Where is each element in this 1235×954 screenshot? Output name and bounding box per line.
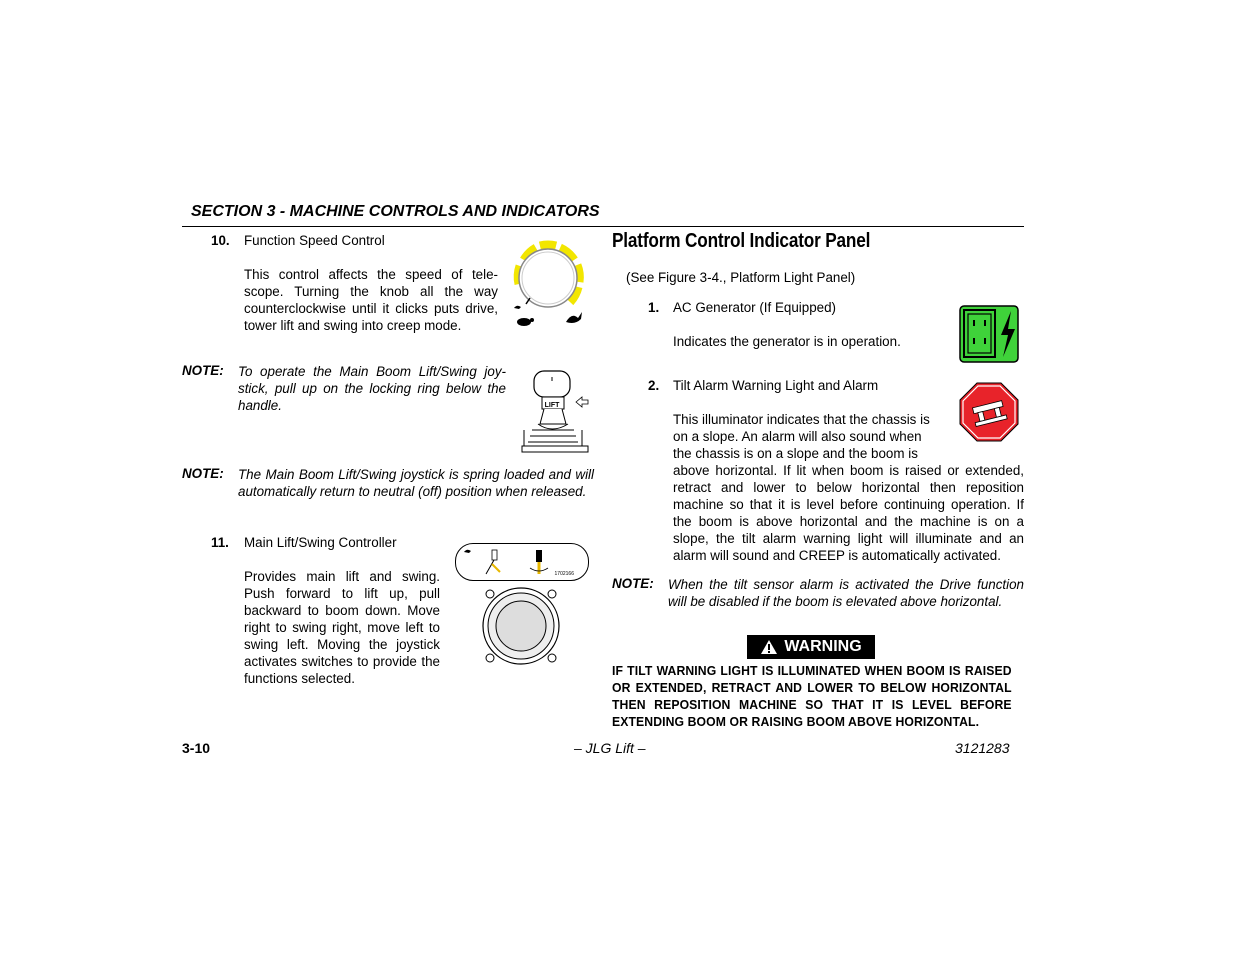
note-2-text: The Main Boom Lift/Swing joystick is spring loaded and will automatically return to neutral (off) position when released. xyxy=(238,467,594,499)
controller-decal-code: 1702166 xyxy=(554,571,574,577)
warning-triangle-icon xyxy=(760,639,778,655)
item-10-number: 10. xyxy=(211,233,230,248)
item-10-title: Function Speed Control xyxy=(244,233,385,248)
item-11-title: Main Lift/Swing Controller xyxy=(244,535,397,550)
footer-title: – JLG Lift – xyxy=(574,740,646,756)
item-2-body-line-3: the chassis is on a slope and the boom is xyxy=(673,446,918,461)
item-2-body-line-1: This illuminator indicates that the chassis is xyxy=(673,412,930,427)
section-title: SECTION 3 - MACHINE CONTROLS AND INDICATORS xyxy=(191,203,600,220)
joystick-handle-icon xyxy=(518,368,592,456)
header-rule xyxy=(182,226,1024,227)
note-1-label: NOTE: xyxy=(182,363,224,378)
item-2-title: Tilt Alarm Warning Light and Alarm xyxy=(673,378,879,393)
ac-generator-indicator-icon xyxy=(959,305,1019,363)
joystick-base-icon xyxy=(480,586,562,666)
item-2-number: 2. xyxy=(648,378,660,393)
item-2-body-rest: above horizontal. If lit when boom is raised or extended, retract and lower to below horizontal then reposition machine so that it is level before continuing operation. If the boom is above horizontal and the machine is on a slope, the tilt alarm warning light will illuminate and an alarm will sound and CREEP is automatically activated. xyxy=(673,463,1024,563)
document-number: 3121283 xyxy=(955,740,1010,756)
note-1-text: To operate the Main Boom Lift/Swing joy-stick, pull up on the locking ring below the handle. xyxy=(238,364,506,413)
item-1-title: AC Generator (If Equipped) xyxy=(673,300,837,315)
joystick-lift-label: LIFT xyxy=(544,402,560,409)
item-11-number: 11. xyxy=(211,535,229,550)
note-3-text: When the tilt sensor alarm is activated the Drive function will be disabled if the boom is elevated above horizontal. xyxy=(668,577,1024,609)
item-11-body: Provides main lift and swing. Push forward to lift up, pull backward to boom down. Move right to swing right, move left to swing left. Moving the joystick activates switches to provide the functions selected. xyxy=(244,569,440,686)
tilt-alarm-indicator-icon xyxy=(959,382,1019,442)
section-heading: Platform Control Indicator Panel xyxy=(612,230,871,252)
note-2-label: NOTE: xyxy=(182,466,224,481)
warning-text: IF TILT WARNING LIGHT IS ILLUMINATED WHEN BOOM IS RAISED OR EXTENDED, RETRACT AND LOWER TO BELOW HORIZONTAL THEN REPOSITION MACHINE SO THAT IT IS LEVEL BEFORE EXTENDING BOOM OR RAISING BOOM ABOVE HORIZONTAL. xyxy=(612,664,1012,729)
page-number: 3-10 xyxy=(182,740,211,756)
item-2-body-line-2: on a slope. An alarm will also sound when xyxy=(673,429,922,444)
controller-decal xyxy=(455,543,589,581)
speed-control-knob-icon xyxy=(508,238,588,334)
warning-label: WARNING xyxy=(784,638,862,655)
note-3-label: NOTE: xyxy=(612,576,654,591)
see-figure-reference: (See Figure 3-4., Platform Light Panel) xyxy=(626,270,856,285)
item-10-body: This control affects the speed of tele-scope. Turning the knob all the way counterclockwise until it clicks puts drive, tower lift and swing into creep mode. xyxy=(244,267,498,333)
item-1-body: Indicates the generator is in operation. xyxy=(673,334,901,349)
warning-banner xyxy=(747,635,875,659)
item-1-number: 1. xyxy=(648,300,660,315)
